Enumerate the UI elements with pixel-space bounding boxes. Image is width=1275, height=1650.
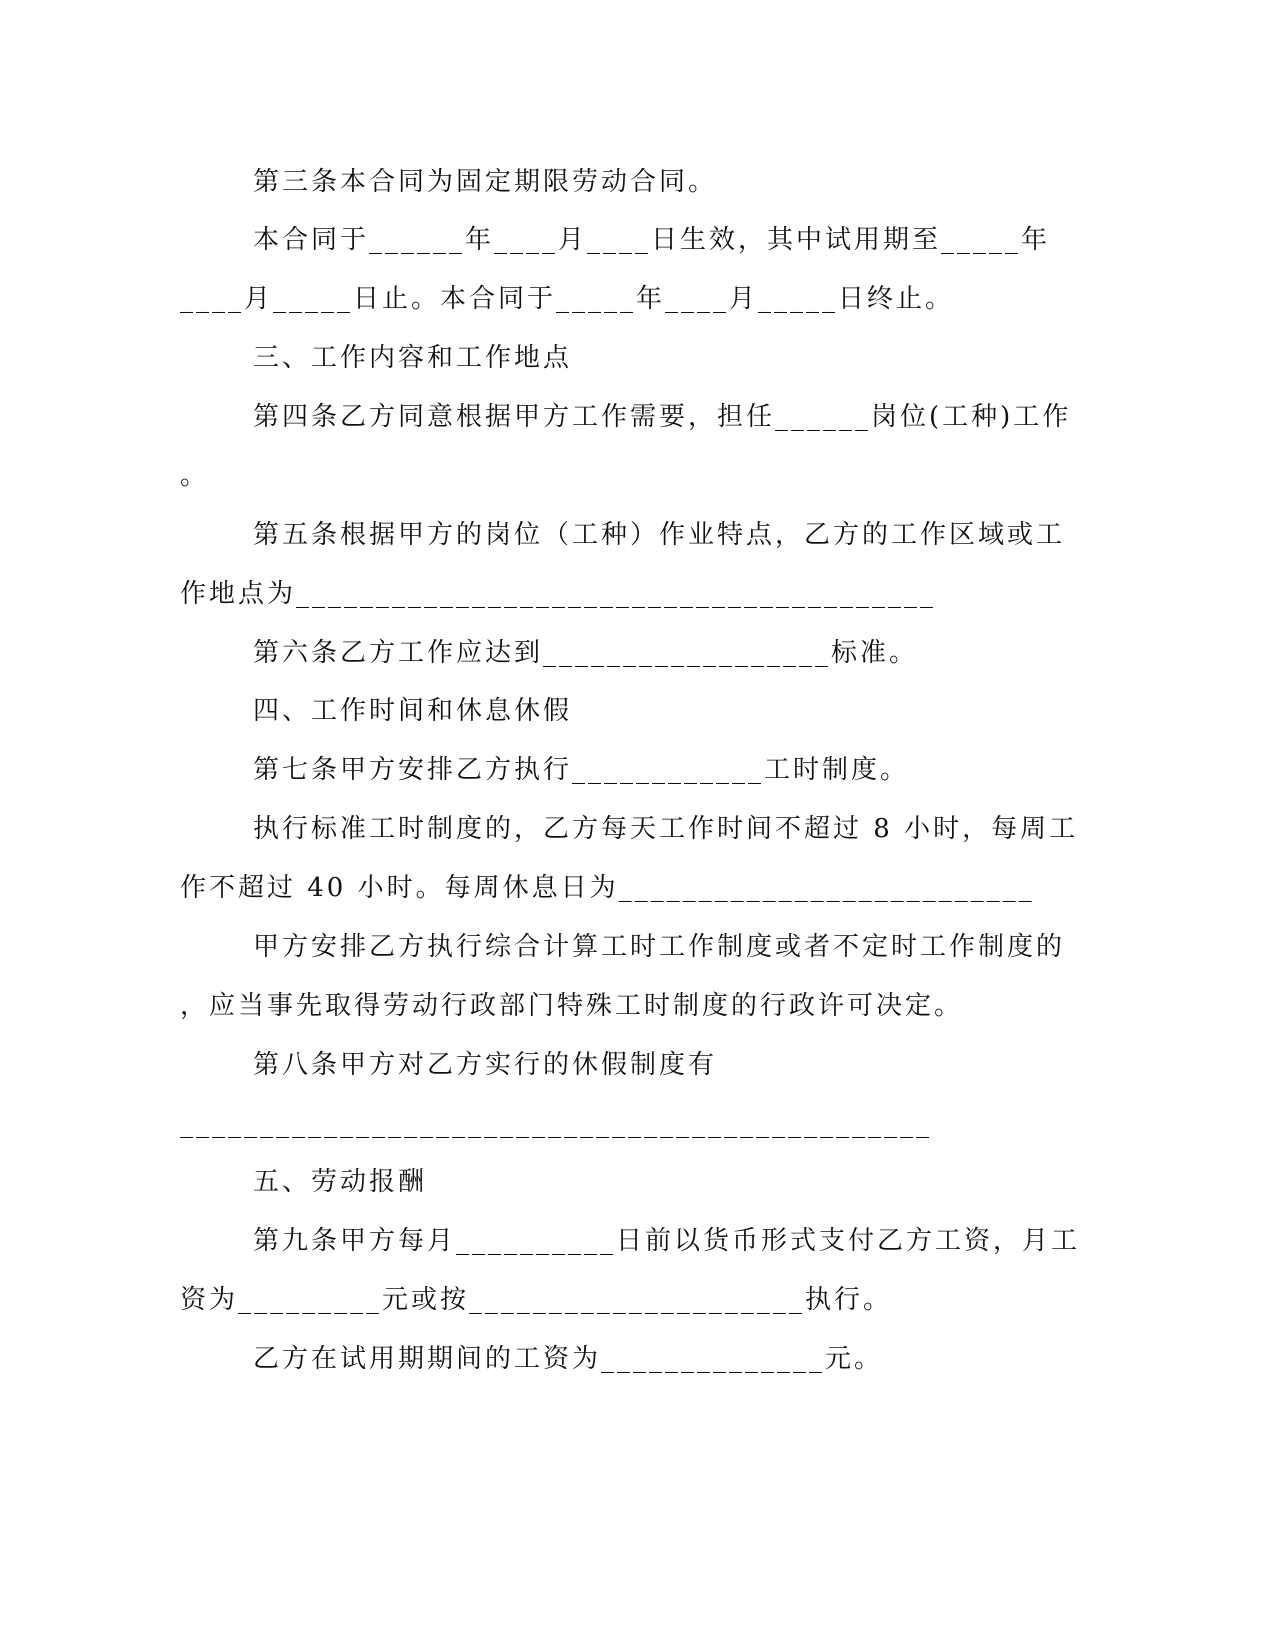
section-4-heading: 四、工作时间和休息休假 [253, 696, 573, 726]
article-9-continuation: 资为_________元或按_____________________执行。 [180, 1285, 893, 1315]
article-3-text: 第三条本合同为固定期限劳动合同。 [253, 167, 718, 197]
article-9-text: 第九条甲方每月__________日前以货币形式支付乙方工资，月工 [253, 1226, 1081, 1256]
article-4-text: 第四条乙方同意根据甲方工作需要，担任______岗位(工种)工作 [253, 402, 1072, 432]
effective-date-line: 本合同于______年____月____日生效，其中试用期至_____年 [253, 225, 1051, 255]
section-5-heading: 五、劳动报酬 [253, 1167, 428, 1197]
article-4-continuation: 。 [180, 461, 210, 491]
article-8-blank: _______________________________________________ [180, 1109, 932, 1139]
standard-hours-continuation: 作不超过 40 小时。每周休息日为__________________________ [180, 873, 1035, 903]
article-6-text: 第六条乙方工作应达到__________________标准。 [253, 638, 919, 668]
section-3-heading: 三、工作内容和工作地点 [253, 343, 573, 373]
probation-wage-text: 乙方在试用期期间的工资为______________元。 [253, 1344, 884, 1374]
article-5-text: 第五条根据甲方的岗位（工种）作业特点，乙方的工作区域或工 [253, 520, 1066, 550]
end-date-line: ____月_____日止。本合同于_____年____月_____日终止。 [180, 284, 955, 314]
article-8-text: 第八条甲方对乙方实行的休假制度有 [253, 1050, 718, 1080]
standard-hours-text: 执行标准工时制度的，乙方每天工作时间不超过 8 小时，每周工 [253, 814, 1079, 844]
article-5-continuation: 作地点为________________________________________ [180, 579, 937, 609]
flexible-hours-text: 甲方安排乙方执行综合计算工时工作制度或者不定时工作制度的 [253, 932, 1066, 962]
article-7-text: 第七条甲方安排乙方执行____________工时制度。 [253, 755, 910, 785]
flexible-hours-continuation: ，应当事先取得劳动行政部门特殊工时制度的行政许可决定。 [180, 991, 964, 1021]
